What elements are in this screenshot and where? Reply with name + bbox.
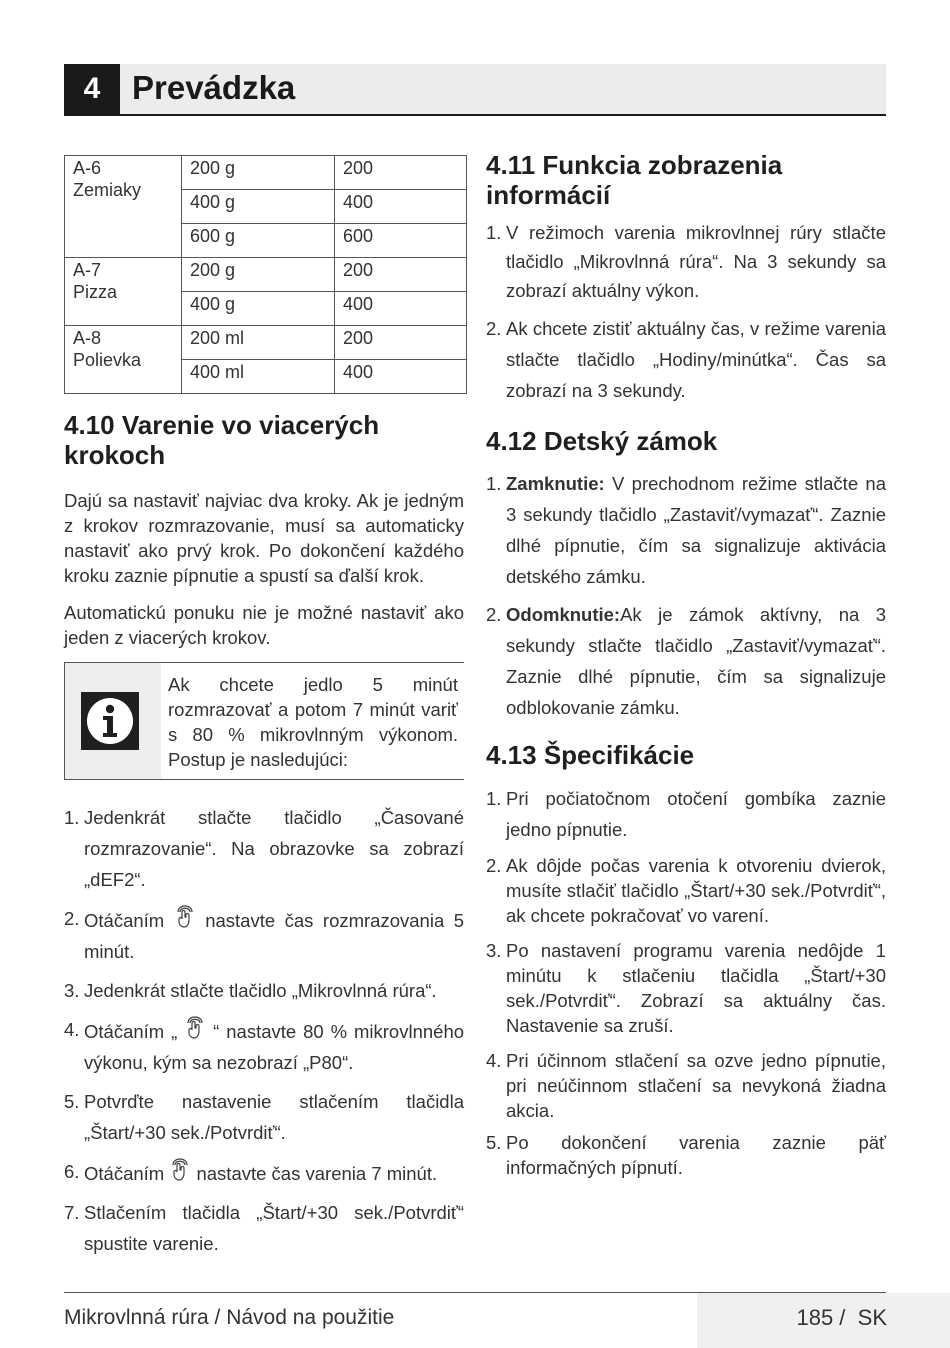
steps-list-4-11 [486,218,886,406]
list-number: 1. [486,788,502,809]
list-item [64,1086,464,1148]
list-item [486,783,886,845]
knob-icon [174,903,196,929]
list-number: 5. [64,1091,80,1112]
list-text: V prechodnom režime stlačte na 3 sekundy tlačidlo „Zastaviť/vymazať“. Zaznie dlhé pípnutie, čím sa signalizuje aktivácia detského zámku. [506,473,886,587]
table-cell-value: 400 [335,360,467,394]
list-bold-label: Odomknutie: [506,604,621,625]
table-cell-amount: 400 ml [182,360,335,394]
list-text: V režimoch varenia mikrovlnnej rúry stlačte tlačidlo „Mikrovlnná rúra“. Na 3 sekundy sa zobrazí aktuálny výkon. [506,222,886,301]
list-number: 2. [64,908,80,929]
table-cell-program: A-7 Pizza [65,258,182,326]
table-cell-value: 200 [335,156,467,190]
list-text: Otáčaním „ [84,1021,178,1042]
list-item [64,903,464,967]
footer-page-box [697,1293,950,1348]
list-number: 6. [64,1161,80,1182]
list-text: nastavte čas varenia 7 minút. [196,1163,438,1184]
info-icon [81,692,139,750]
table-cell-amount: 400 g [182,190,335,224]
list-text: Pri počiatočnom otočení gombíka zaznie jedno pípnutie. [506,788,886,840]
table-row [65,326,467,360]
list-text: Jedenkrát stlačte tlačidlo „Mikrovlnná rúra“. [84,980,437,1001]
left-column [64,155,464,1259]
list-item [64,1197,464,1259]
list-number: 7. [64,1202,80,1223]
list-number: 4. [486,1050,502,1071]
list-text: Jedenkrát stlačte tlačidlo „Časované rozmrazovanie“. Na obrazovke sa zobrazí „dEF2“. [84,807,464,890]
info-box [64,662,464,780]
list-number: 2. [486,604,502,625]
list-text: Po dokončení varenia zaznie päť informačných pípnutí. [506,1132,886,1178]
list-item [64,975,464,1006]
list-item [64,802,464,895]
list-number: 3. [486,940,502,961]
section-heading-4-10: 4.10 Varenie vo viacerých krokoch [64,410,380,470]
chapter-header [64,64,886,116]
table-cell-amount: 200 g [182,156,335,190]
list-item [64,1014,464,1078]
section-heading-4-11: 4.11 Funkcia zobrazenia informácií [486,150,783,210]
list-text: Po nastavení programu varenia nedôjde 1 minútu k stlačeniu tlačidla „Štart/+30 sek./Potvrdiť“. Zobrazí sa aktuálny čas. Nastavenie sa zruší. [506,940,886,1036]
table-cell-value: 400 [335,292,467,326]
chapter-title: Prevádzka [132,69,296,106]
list-item [64,1156,464,1189]
list-item [486,1048,886,1123]
steps-list-4-13 [486,783,886,1180]
list-item [486,468,886,592]
table-cell-amount: 400 g [182,292,335,326]
list-number: 3. [64,980,80,1001]
table-cell-program: A-8 Polievka [65,326,182,394]
page-number: 185 / SK [796,1305,887,1330]
list-number: 1. [486,222,502,243]
section-heading-4-13: 4.13 Špecifikácie [486,740,695,770]
table-cell-amount: 200 g [182,258,335,292]
knob-icon [169,1156,191,1182]
table-row [65,258,467,292]
list-number: 5. [486,1132,502,1153]
chapter-number: 4 [64,64,120,114]
list-text: Potvrďte nastavenie stlačením tlačidla „Štart/+30 sek./Potvrdiť“. [84,1091,464,1143]
table-cell-value: 600 [335,224,467,258]
list-text: Otáčaním [84,910,165,931]
list-text: Ak je zámok aktívny, na 3 sekundy stlačte tlačidlo „Zastaviť/vymazať“. Zaznie dlhé pípnutie, čím sa signalizuje odblokovanie zámku. [506,604,886,718]
list-item [486,218,886,305]
program-table [64,155,467,394]
info-text: Ak chcete jedlo 5 minút rozmrazovať a potom 7 minút variť s 80 % mikrovlnným výkonom. Postup je nasledujúci: [161,663,464,779]
list-number: 1. [486,473,502,494]
steps-list-4-10 [64,802,464,1259]
list-item [486,313,886,406]
list-number: 1. [64,807,80,828]
list-number: 4. [64,1019,80,1040]
list-text: “ nastavte 80 % mikrovlnného výkonu, kým sa nezobrazí „P80“. [84,1021,465,1073]
table-row [65,156,467,190]
steps-list-4-12 [486,468,886,723]
list-item [486,853,886,928]
list-text: Pri účinnom stlačení sa ozve jedno pípnutie, pri neúčinnom stlačení sa nevykoná žiadna akcia. [506,1050,886,1121]
table-cell-amount: 200 ml [182,326,335,360]
section-heading-4-12: 4.12 Detský zámok [486,426,718,456]
list-text: Stlačením tlačidla „Štart/+30 sek./Potvrdiť“ spustite varenie. [84,1202,464,1254]
table-cell-value: 200 [335,258,467,292]
list-number: 2. [486,855,502,876]
table-cell-value: 200 [335,326,467,360]
list-item [486,1130,886,1180]
list-text: Otáčaním [84,1163,165,1184]
list-number: 2. [486,318,502,339]
paragraph: Dajú sa nastaviť najviac dva kroky. Ak je jedným z krokov rozmrazovanie, musí sa automaticky nastaviť ako prvý krok. Po dokončení každého kroku zaznie pípnutie a spustí sa ďalší krok. [64,490,464,586]
right-column [486,150,886,1180]
paragraph: Automatickú ponuku nie je možné nastaviť ako jeden z viacerých krokov. [64,602,464,648]
table-cell-program: A-6 Zemiaky [65,156,182,258]
table-cell-amount: 600 g [182,224,335,258]
list-text: Ak dôjde počas varenia k otvoreniu dvierok, musíte stlačiť tlačidlo „Štart/+30 sek./Potvrdiť“, ak chcete pokračovať vo varení. [506,855,886,926]
list-item [486,938,886,1038]
knob-icon [184,1014,206,1040]
list-text: nastavte čas rozmrazovania 5 minút. [84,910,465,962]
footer-title: Mikrovlnná rúra / Návod na použitie [64,1306,395,1329]
list-text: Ak chcete zistiť aktuálny čas, v režime varenia stlačte tlačidlo „Hodiny/minútka“. Čas sa zobrazí na 3 sekundy. [506,318,886,401]
list-bold-label: Zamknutie: [506,473,605,494]
table-cell-value: 400 [335,190,467,224]
list-item [486,599,886,723]
